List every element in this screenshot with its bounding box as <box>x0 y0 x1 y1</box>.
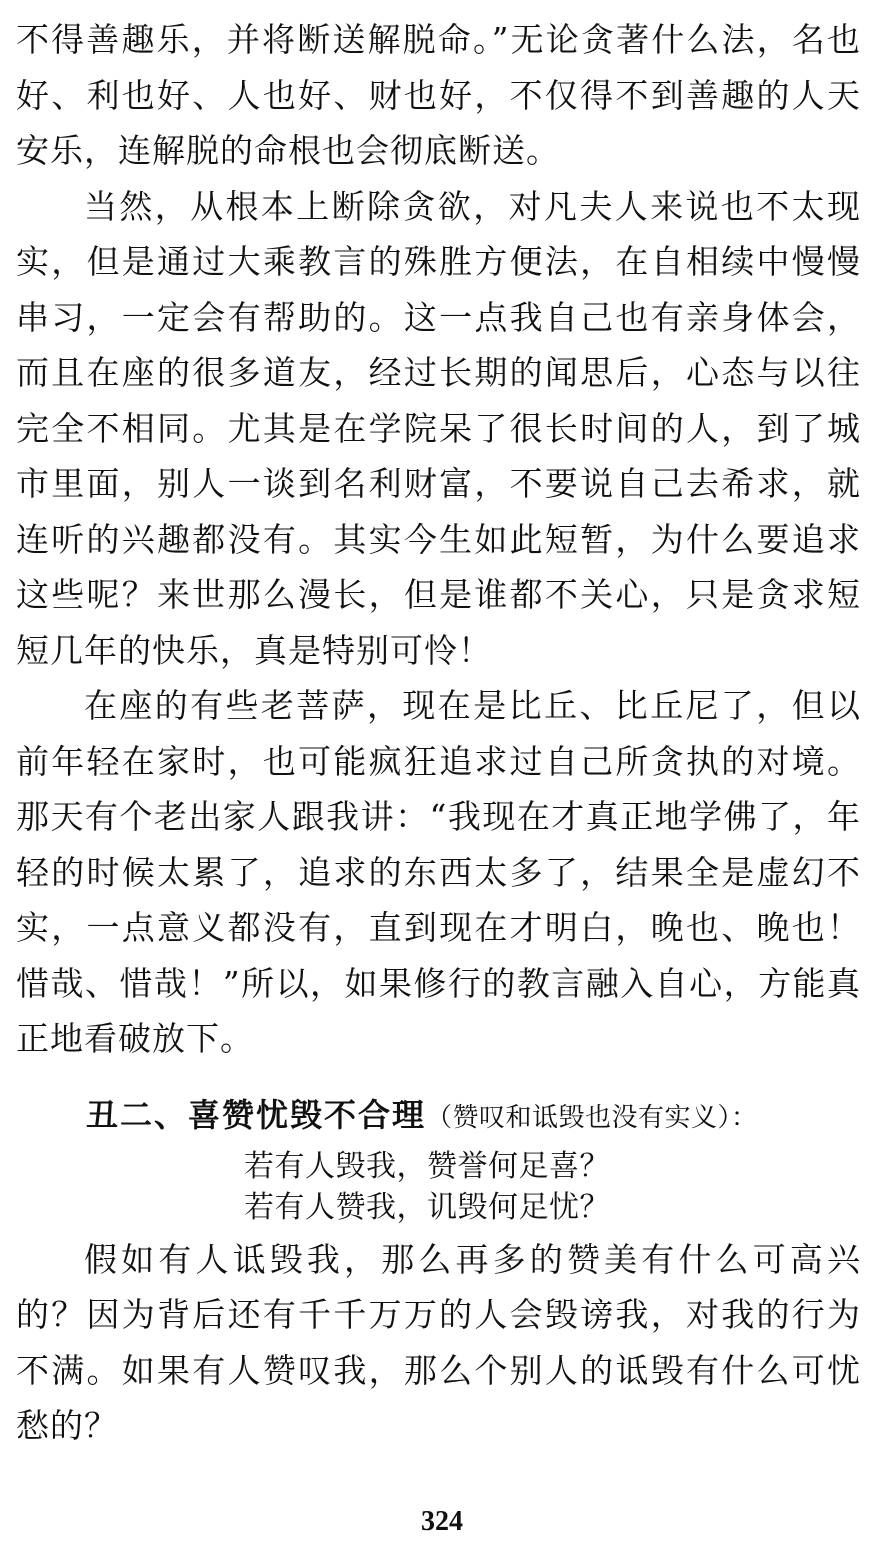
body-paragraph-2: 当然，从根本上断除贪欲，对凡夫人来说也不太现实，但是通过大乘教言的殊胜方便法，在自相续中慢慢串习，一定会有帮助的。这一点我自己也有亲身体会，而且在座的很多道友，经过长期的闻思后，心态与以往完全不相同。尤其是在学院呆了很长时间的人，到了城市里面，别人一谈到名利财富，不要说自己去希求，就连听的兴趣都没有。其实今生如此短暂，为什么要追求这些呢？来世那么漫长，但是谁都不关心，只是贪求短短几年的快乐，真是特别可怜！ <box>16 186 861 670</box>
page-content <box>16 12 861 1454</box>
body-paragraph-3: 在座的有些老菩萨，现在是比丘、比丘尼了，但以前年轻在家时，也可能疯狂追求过自己所贪执的对境。那天有个老出家人跟我讲：“我现在才真正地学佛了，年轻的时候太累了，追求的东西太多了，结果全是虚幻不实，一点意义都没有，直到现在才明白，晚也、晚也！惜哉、惜哉！”所以，如果修行的教言融入自心，方能真正地看破放下。 <box>16 686 861 1058</box>
section-heading-note: （赞叹和诋毁也没有实义）： <box>426 1102 758 1133</box>
verse-line-2: 若有人赞我，讥毁何足忧？ <box>244 1189 610 1225</box>
section-heading <box>16 1089 861 1144</box>
verse-block <box>16 1146 861 1228</box>
verse-line-1: 若有人毁我，赞誉何足喜？ <box>244 1148 610 1184</box>
page-number: 324 <box>421 1506 463 1537</box>
section-heading-title: 丑二、喜赞忧毁不合理 <box>86 1095 427 1134</box>
body-paragraph-4: 假如有人诋毁我，那么再多的赞美有什么可高兴的？因为背后还有千千万万的人会毁谤我，对我的行为不满。如果有人赞叹我，那么个别人的诋毁有什么可忧愁的？ <box>16 1239 861 1445</box>
body-paragraph-1: 不得善趣乐，并将断送解脱命。”无论贪著什么法，名也好、利也好、人也好、财也好，不仅得不到善趣的人天安乐，连解脱的命根也会彻底断送。 <box>16 20 861 170</box>
